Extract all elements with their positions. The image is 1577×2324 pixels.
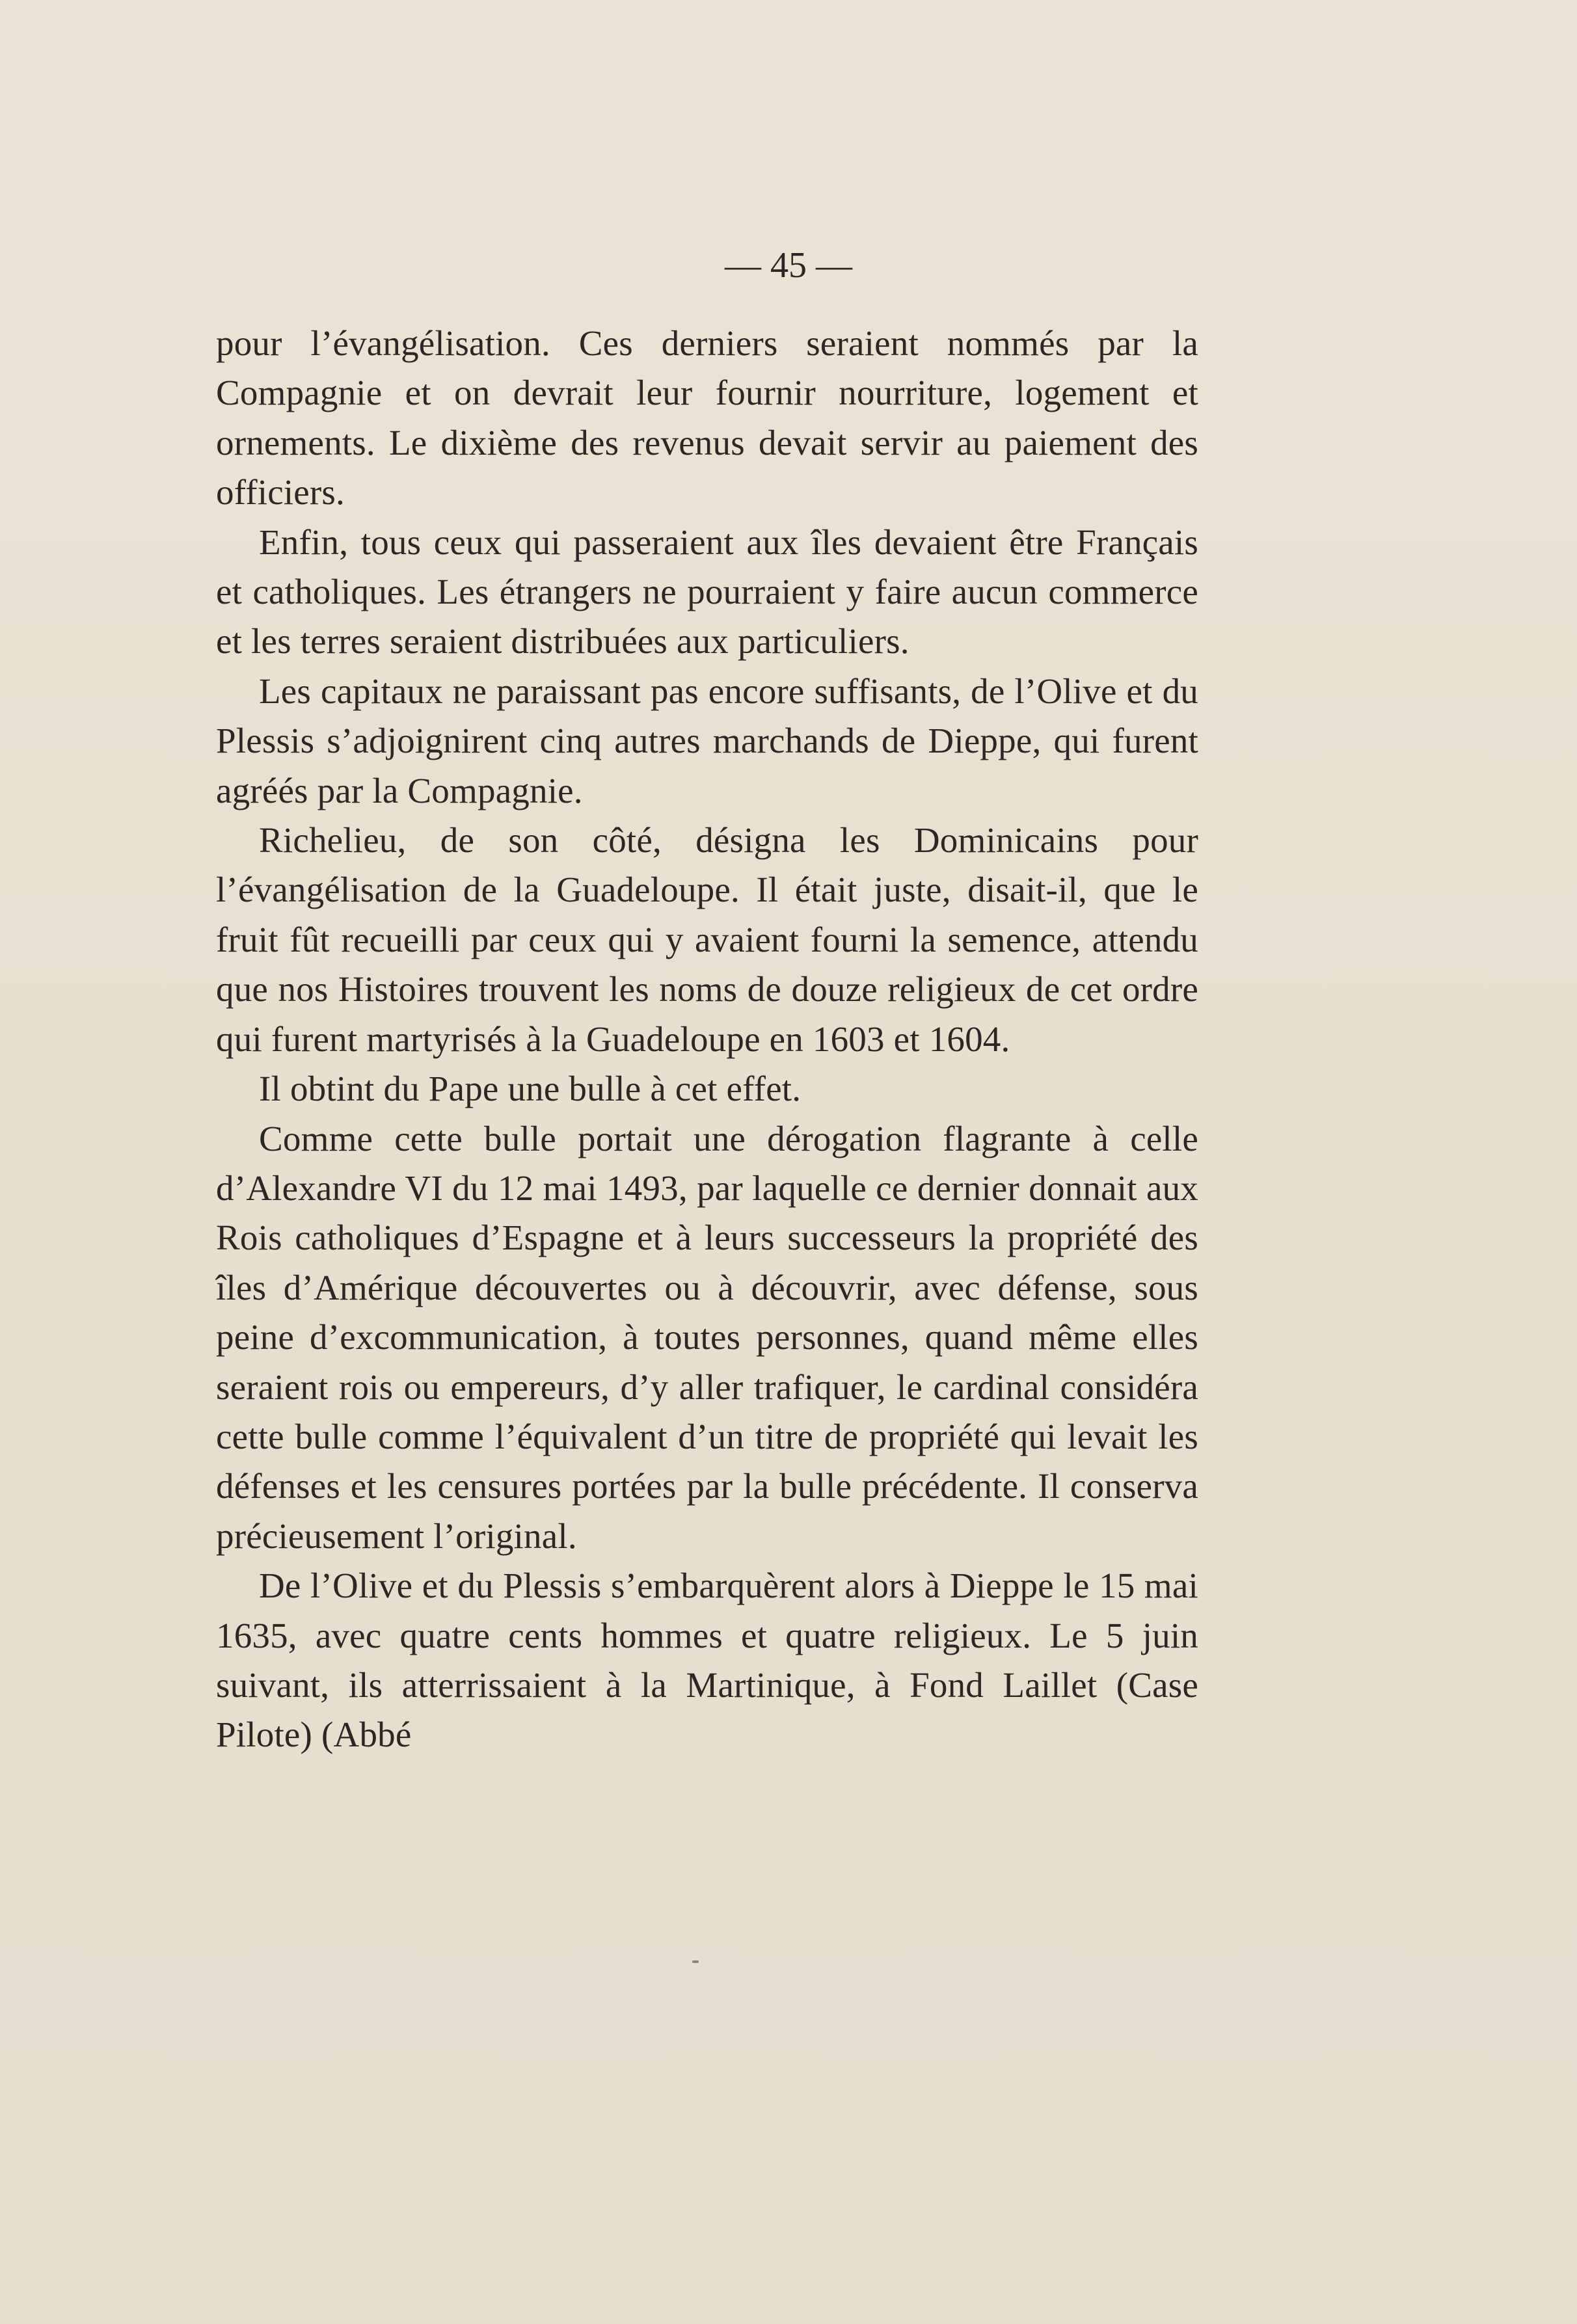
paragraph-derogation: Comme cette bulle portait une dérogation flagrante à celle d’Alexandre VI du 12 mai 1493, par laquelle ce dernier donnait aux Rois catholiques d’Espagne et à leurs successeurs la propriété des îles d’Amérique découvertes ou à découvrir, avec défense, sous peine d’excommunication, à toutes personnes, quand même elles seraient rois ou empereurs, d’y aller trafiquer, le cardinal considéra cette bulle comme l’équivalent d’un titre de propriété qui levait les défenses et les censures portées par la bulle précédente. Il conserva précieusement l’original. — [216, 1118, 1198, 1556]
page-number: — 45 — — [725, 245, 852, 286]
paragraph-continued: pour l’évangélisation. Ces derniers seraient nommés par la Compagnie et on devrait leur fournir nourriture, logement et ornements. Le dixième des revenus devait servir au paiement des officiers. — [216, 323, 1198, 513]
paragraph-capital: Les capitaux ne paraissant pas encore suffisants, de l’Olive et du Plessis s’adjoignirent cinq autres marchands de Dieppe, qui furent agréés par la Compagnie. — [216, 671, 1198, 810]
paragraph-embarkation: De l’Olive et du Plessis s’embarquèrent alors à Dieppe le 15 mai 1635, avec quatre cents hommes et quatre religieux. Le 5 juin suivant, ils atterrissaient à la Martinique, à Fond Laillet (Case Pilote) (Abbé — [216, 1566, 1198, 1755]
paragraph-french-catholics: Enfin, tous ceux qui passeraient aux îles devaient être Français et catholiques. Les étrangers ne pourraient y faire aucun commerce et les terres seraient distribuées aux particuliers. — [216, 522, 1198, 661]
paragraph-richelieu: Richelieu, de son côté, désigna les Dominicains pour l’évangélisation de la Guadeloupe. Il était juste, disait-il, que le fruit fût recueilli par ceux qui y avaient fourni la semence, attendu que nos Histoires trouvent les noms de douze religieux de cet ordre qui furent martyrisés à la Guadeloupe en 1603 et 1604. — [216, 820, 1198, 1059]
paragraph-papal-bull: Il obtint du Pape une bulle à cet effet. — [259, 1069, 802, 1109]
printer-mark — [692, 1960, 699, 1963]
body-text — [216, 319, 1198, 1760]
